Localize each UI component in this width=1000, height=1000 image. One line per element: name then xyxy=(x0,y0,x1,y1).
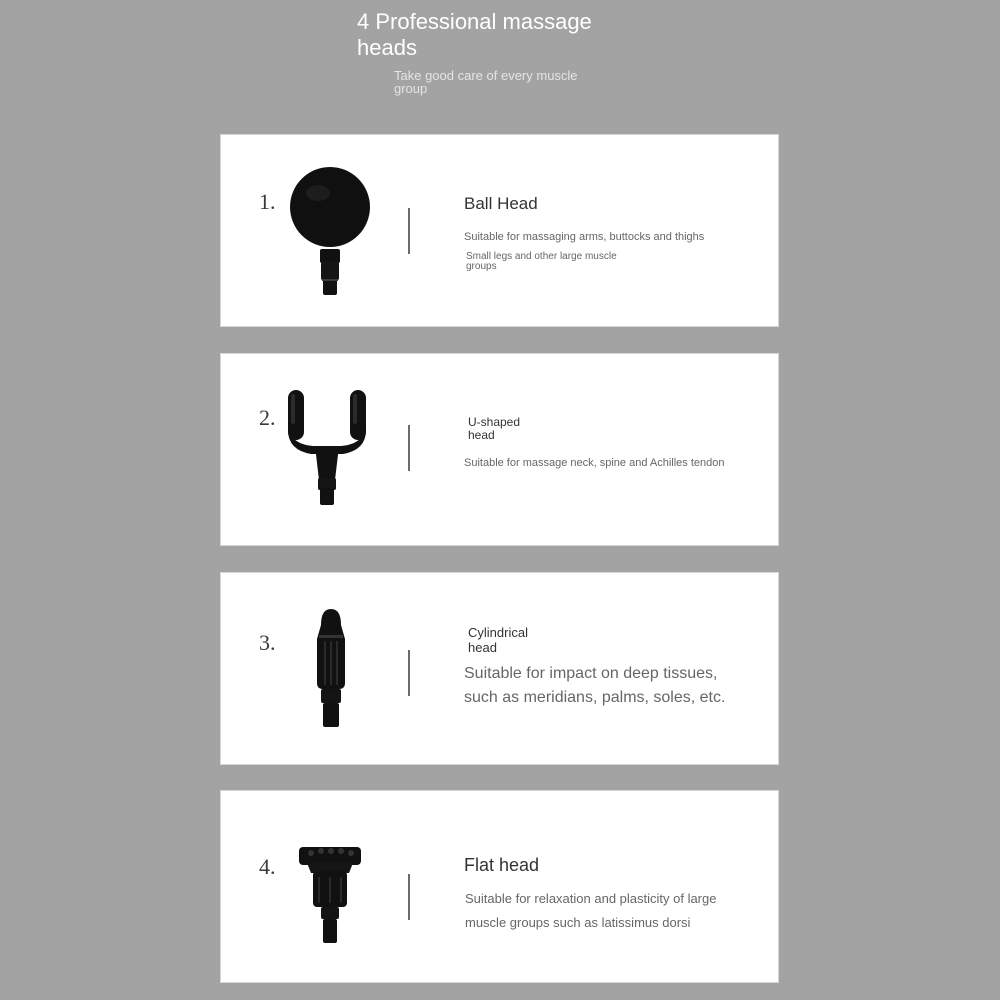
head-name: U-shaped head xyxy=(468,415,521,442)
head-name: Flat head xyxy=(464,855,540,875)
flat-head-icon xyxy=(297,843,365,947)
cylindrical-head-icon xyxy=(305,605,357,731)
divider xyxy=(408,650,410,696)
head-description: Suitable for massage neck, spine and Achilles tendon xyxy=(464,457,725,469)
u-shaped-head-icon xyxy=(285,384,377,510)
card-number: 1. xyxy=(259,189,276,214)
divider xyxy=(408,425,410,471)
product-card-cylindrical-head xyxy=(220,572,779,765)
page-subtitle: Take good care of every muscle group xyxy=(394,68,578,96)
product-card-u-shaped-head xyxy=(220,353,779,546)
card-number: 2. xyxy=(259,405,276,430)
product-card-ball-head xyxy=(220,134,779,327)
head-name: Ball Head xyxy=(464,194,538,213)
page-title: 4 Professional massage heads xyxy=(357,9,592,60)
ball-head-icon xyxy=(285,163,377,299)
product-card-flat-head xyxy=(220,790,779,983)
head-description: Suitable for impact on deep tissues, such as meridians, palms, soles, etc. xyxy=(464,665,726,706)
head-description: Suitable for massaging arms, buttocks and thighs xyxy=(464,231,705,243)
head-description-secondary: Small legs and other large muscle groups xyxy=(466,251,617,272)
card-number: 4. xyxy=(259,854,276,879)
head-description: Suitable for relaxation and plasticity of large muscle groups such as latissimus dorsi xyxy=(465,891,717,930)
head-name: Cylindrical head xyxy=(468,625,528,655)
divider xyxy=(408,208,410,254)
divider xyxy=(408,874,410,920)
card-number: 3. xyxy=(259,630,276,655)
